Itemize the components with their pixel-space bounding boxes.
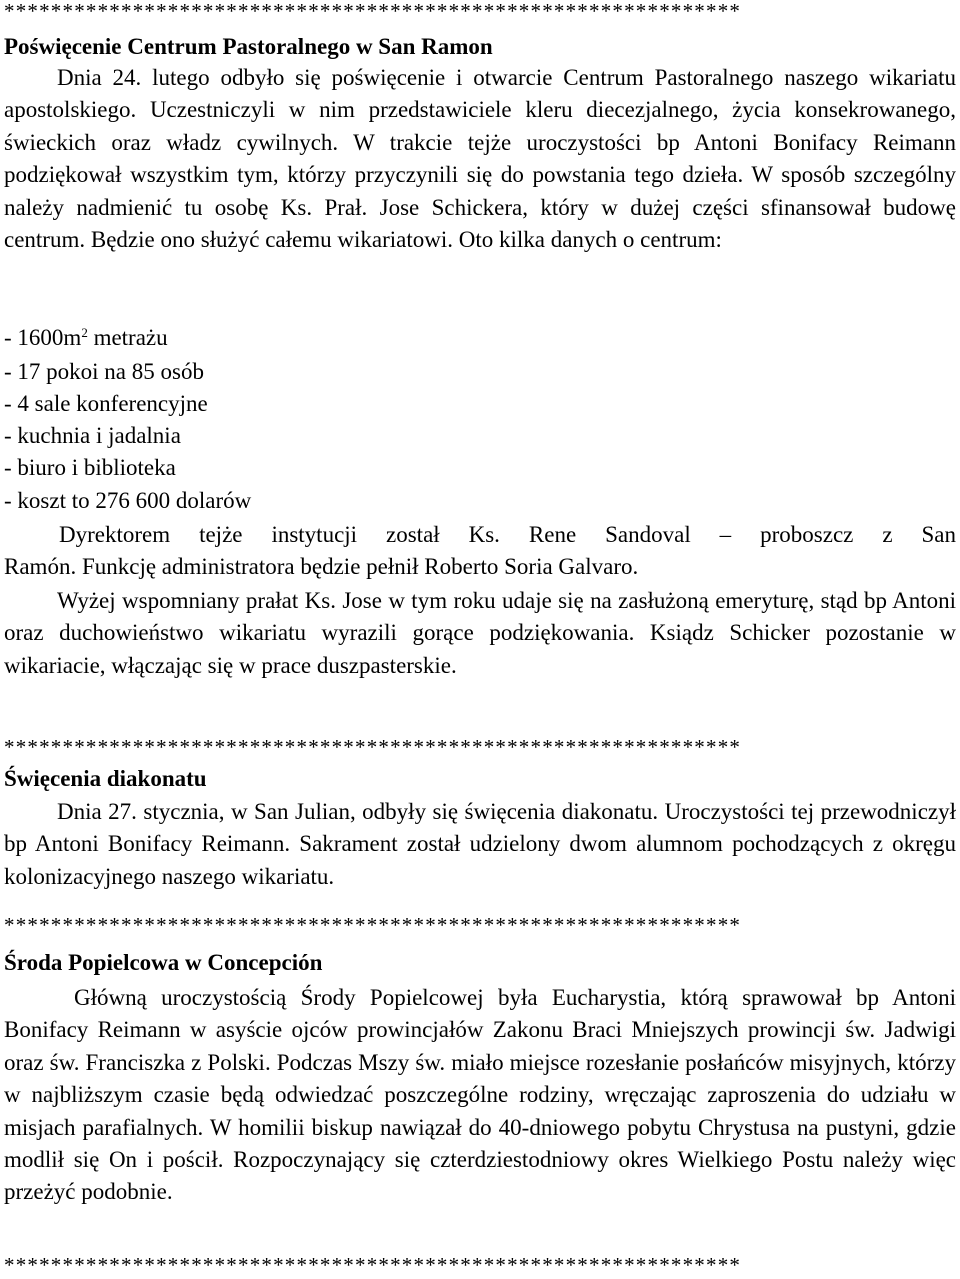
list-item-rooms: - 17 pokoi na 85 osób [4,359,204,384]
separator-2: *************************************************************** [4,914,742,936]
list-item-conference-rooms: - 4 sale konferencyjne [4,391,208,416]
list-item-area: - $1600m^2$ metrażu [4,325,168,350]
section-paragraph-ash-wednesday: Główną uroczystością Środy Popielcowej była Eucharystia, którą sprawował bp Antoni Bonifacy Reimann w asyście ojców prowincjałów Zakonu Braci Mniejszych prowincji św. Jadwigi oraz św. Franciszka z Polski. Podczas Mszy św. miało miejsce rozesłanie posłańców misyjnych, którzy w najbliższym czasie będą odwiedzać poszczególne rodziny, wręczając zaproszenia do udziału w misjach parafialnych. W homilii biskup nawiązał do 40-dniowego pobytu Chrystusa na pustyni, gdzie modlił się On i pościł. Rozpoczynający się czterdziestodniowy okres Wielkiego Postu należy więc przeżyć podobnie. [4,985,956,1205]
section-paragraph-pastoral-center: Dnia 24. lutego odbyło się poświęcenie i otwarcie Centrum Pastoralnego naszego wikariatu apostolskiego. Uczestniczyli w nim przedstawiciele kleru diecezjalnego, życia konsekrowanego, świeckich oraz władz cywilnych. W trakcie tejże uroczystości bp Antoni Bonifacy Reimann podziękował wszystkim tym, którzy przyczynili się do powstania tego dzieła. W sposób szczególny należy nadmienić tu osobę Ks. Prał. Jose Schickera, który w dużej części sfinansował budowę centrum. Będzie ono służyć całemu wikariatowi. Oto kilka danych o centrum: [4,65,956,253]
separator-bottom: *************************************************************** [4,1254,742,1276]
list-item-office: - biuro i biblioteka [4,455,176,480]
director-line-2: Ramón. Funkcję administratora będzie pełnił Roberto Soria Galvaro. [4,554,639,579]
director-line-1: Dyrektorem tejże instytucji został Ks. Rene Sandoval – proboszcz z San [59,522,956,547]
section-title-pastoral-center: Poświęcenie Centrum Pastoralnego w San Ramon [4,34,493,59]
list-item-kitchen: - kuchnia i jadalnia [4,423,181,448]
section-paragraph-diaconate: Dnia 27. stycznia, w San Julian, odbyły się święcenia diakonatu. Uroczystości tej przewodniczył bp Antoni Bonifacy Reimann. Sakrament został udzielony dwom alumnom pochodzących z okręgu kolonizacyjnego naszego wikariatu. [4,799,956,889]
list-item-cost: - koszt to 276 600 dolarów [4,488,252,513]
section-paragraph-retirement: Wyżej wspomniany prałat Ks. Jose w tym roku udaje się na zasłużoną emeryturę, stąd bp Antoni oraz duchowieństwo wikariatu wyrazili gorące podziękowania. Ksiądz Schicker pozostanie w wikariacie, włączając się w prace duszpasterskie. [4,588,956,678]
separator-top: *************************************************************** [4,0,742,22]
section-title-diaconate: Święcenia diakonatu [4,766,207,791]
section-title-ash-wednesday: Środa Popielcowa w Concepción [4,950,323,975]
separator-1: *************************************************************** [4,736,742,758]
